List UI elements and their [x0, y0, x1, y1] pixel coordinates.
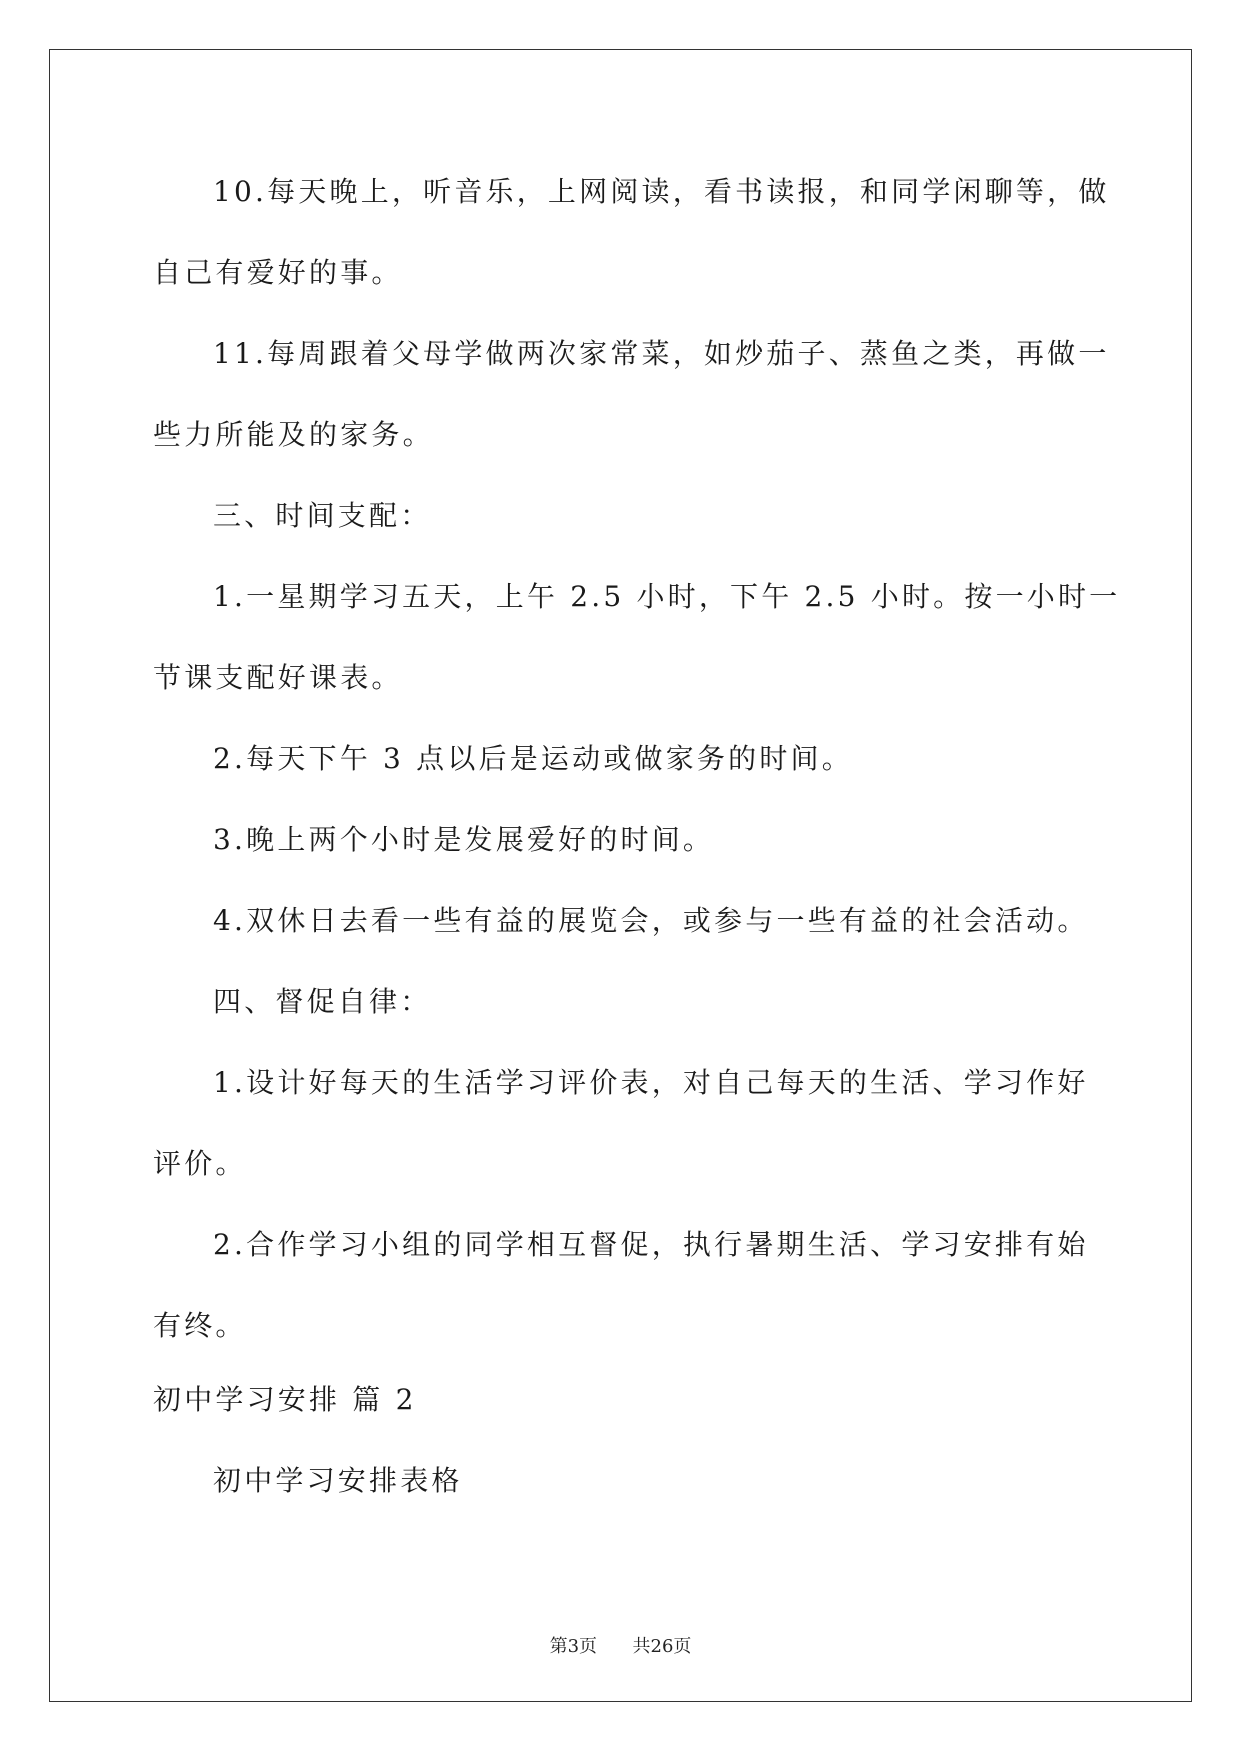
paragraph-line: 有终。	[153, 1309, 247, 1342]
page-footer	[0, 1636, 1241, 1658]
paragraph-line: 1.一星期学习五天，上午 2.5 小时，下午 2.5 小时。按一小时一	[213, 580, 1121, 613]
paragraph-line: 些力所能及的家务。	[153, 418, 434, 451]
paragraph-line: 3.晚上两个小时是发展爱好的时间。	[213, 823, 715, 856]
article-title: 初中学习安排 篇 2	[153, 1383, 417, 1416]
page-number: 第3页	[549, 1636, 598, 1657]
section-heading: 四、督促自律：	[213, 985, 432, 1018]
paragraph-line: 2.每天下午 3 点以后是运动或做家务的时间。	[213, 742, 853, 775]
page-total: 共26页	[632, 1636, 692, 1657]
page-border	[49, 49, 1192, 1702]
sub-heading: 初中学习安排表格	[213, 1464, 463, 1497]
paragraph-line: 4.双休日去看一些有益的展览会，或参与一些有益的社会活动。	[213, 904, 1089, 937]
paragraph-line: 评价。	[153, 1147, 247, 1180]
paragraph-line: 10.每天晚上，听音乐，上网阅读，看书读报，和同学闲聊等，做	[213, 175, 1110, 208]
paragraph-line: 1.设计好每天的生活学习评价表，对自己每天的生活、学习作好	[213, 1066, 1089, 1099]
paragraph-line: 自己有爱好的事。	[153, 256, 403, 289]
paragraph-line: 节课支配好课表。	[153, 661, 403, 694]
paragraph-line: 2.合作学习小组的同学相互督促，执行暑期生活、学习安排有始	[213, 1228, 1089, 1261]
section-heading: 三、时间支配：	[213, 499, 432, 532]
paragraph-line: 11.每周跟着父母学做两次家常菜，如炒茄子、蒸鱼之类，再做一	[213, 337, 1110, 370]
